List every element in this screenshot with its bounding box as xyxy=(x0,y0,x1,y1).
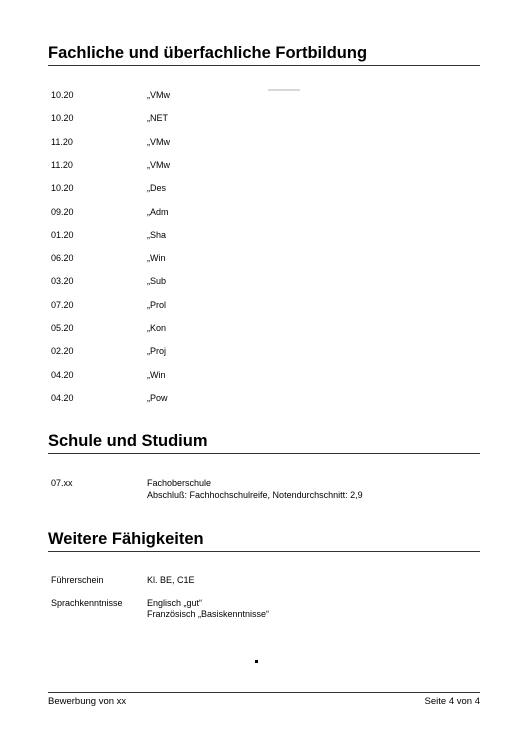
fortbildung-date: 02.20 xyxy=(51,346,74,357)
fortbildung-date: 07.20 xyxy=(51,299,74,310)
fortbildung-date: 09.20 xyxy=(51,206,74,217)
fortbildung-date: 05.20 xyxy=(51,323,74,333)
fortbildung-date: 04.20 xyxy=(51,392,74,403)
footer-divider xyxy=(48,692,480,693)
sprachen-line1: Englisch „gut“ xyxy=(147,598,203,608)
fortbildung-date: 11.20 xyxy=(51,159,73,170)
fortbildung-description: „VMw xyxy=(147,136,170,147)
fortbildung-description: „VMw xyxy=(147,159,170,170)
fortbildung-description: „Pow xyxy=(147,392,168,403)
fortbildung-date: 11.20 xyxy=(51,136,73,147)
section-title-fortbildung: Fachliche und überfachliche Fortbildung xyxy=(48,43,480,66)
fortbildung-description: „Des xyxy=(147,183,167,194)
fortbildung-description: „Prol xyxy=(147,299,167,310)
fortbildung-date: 10.20 xyxy=(51,113,74,124)
fortbildung-description: „Sub xyxy=(147,276,167,287)
fortbildung-description: „Adm xyxy=(147,206,169,217)
schule-date: 07.xx xyxy=(51,478,73,488)
bullet-dot xyxy=(255,660,258,663)
fuehrerschein-label: Führerschein xyxy=(51,575,104,585)
footer-left-text: Bewerbung von xx xyxy=(48,696,127,707)
fortbildung-description: „Win xyxy=(147,369,166,380)
section-title-faehigkeiten: Weitere Fähigkeiten xyxy=(48,529,480,552)
fortbildung-date: 04.20 xyxy=(51,369,74,380)
schule-line1: Fachoberschule xyxy=(147,478,212,488)
footer-page-number: Seite 4 von 4 xyxy=(424,696,480,707)
sprachen-line2: Französisch „Basiskenntnisse“ xyxy=(147,609,270,619)
schule-line2: Abschluß: Fachhochschulreife, Notendurchschnitt: 2,9 xyxy=(147,490,363,500)
fortbildung-date: 03.20 xyxy=(51,276,74,287)
fortbildung-description: „Kon xyxy=(147,323,167,333)
fuehrerschein-value: Kl. BE, C1E xyxy=(147,575,195,585)
scan-artifact xyxy=(268,89,300,91)
fortbildung-description: „Win xyxy=(147,253,166,264)
fortbildung-date: 10.20 xyxy=(51,183,74,194)
fortbildung-description: „NET xyxy=(147,113,168,124)
fortbildung-date: 01.20 xyxy=(51,229,74,240)
fortbildung-description: „Sha xyxy=(147,229,167,240)
fortbildung-date: 06.20 xyxy=(51,253,74,264)
sprachen-label: Sprachkenntnisse xyxy=(51,598,123,608)
fortbildung-description: „Proj xyxy=(147,346,167,357)
fortbildung-date: 10.20 xyxy=(51,90,74,100)
section-title-schule: Schule und Studium xyxy=(48,431,480,454)
fortbildung-description: „VMw xyxy=(147,90,170,100)
